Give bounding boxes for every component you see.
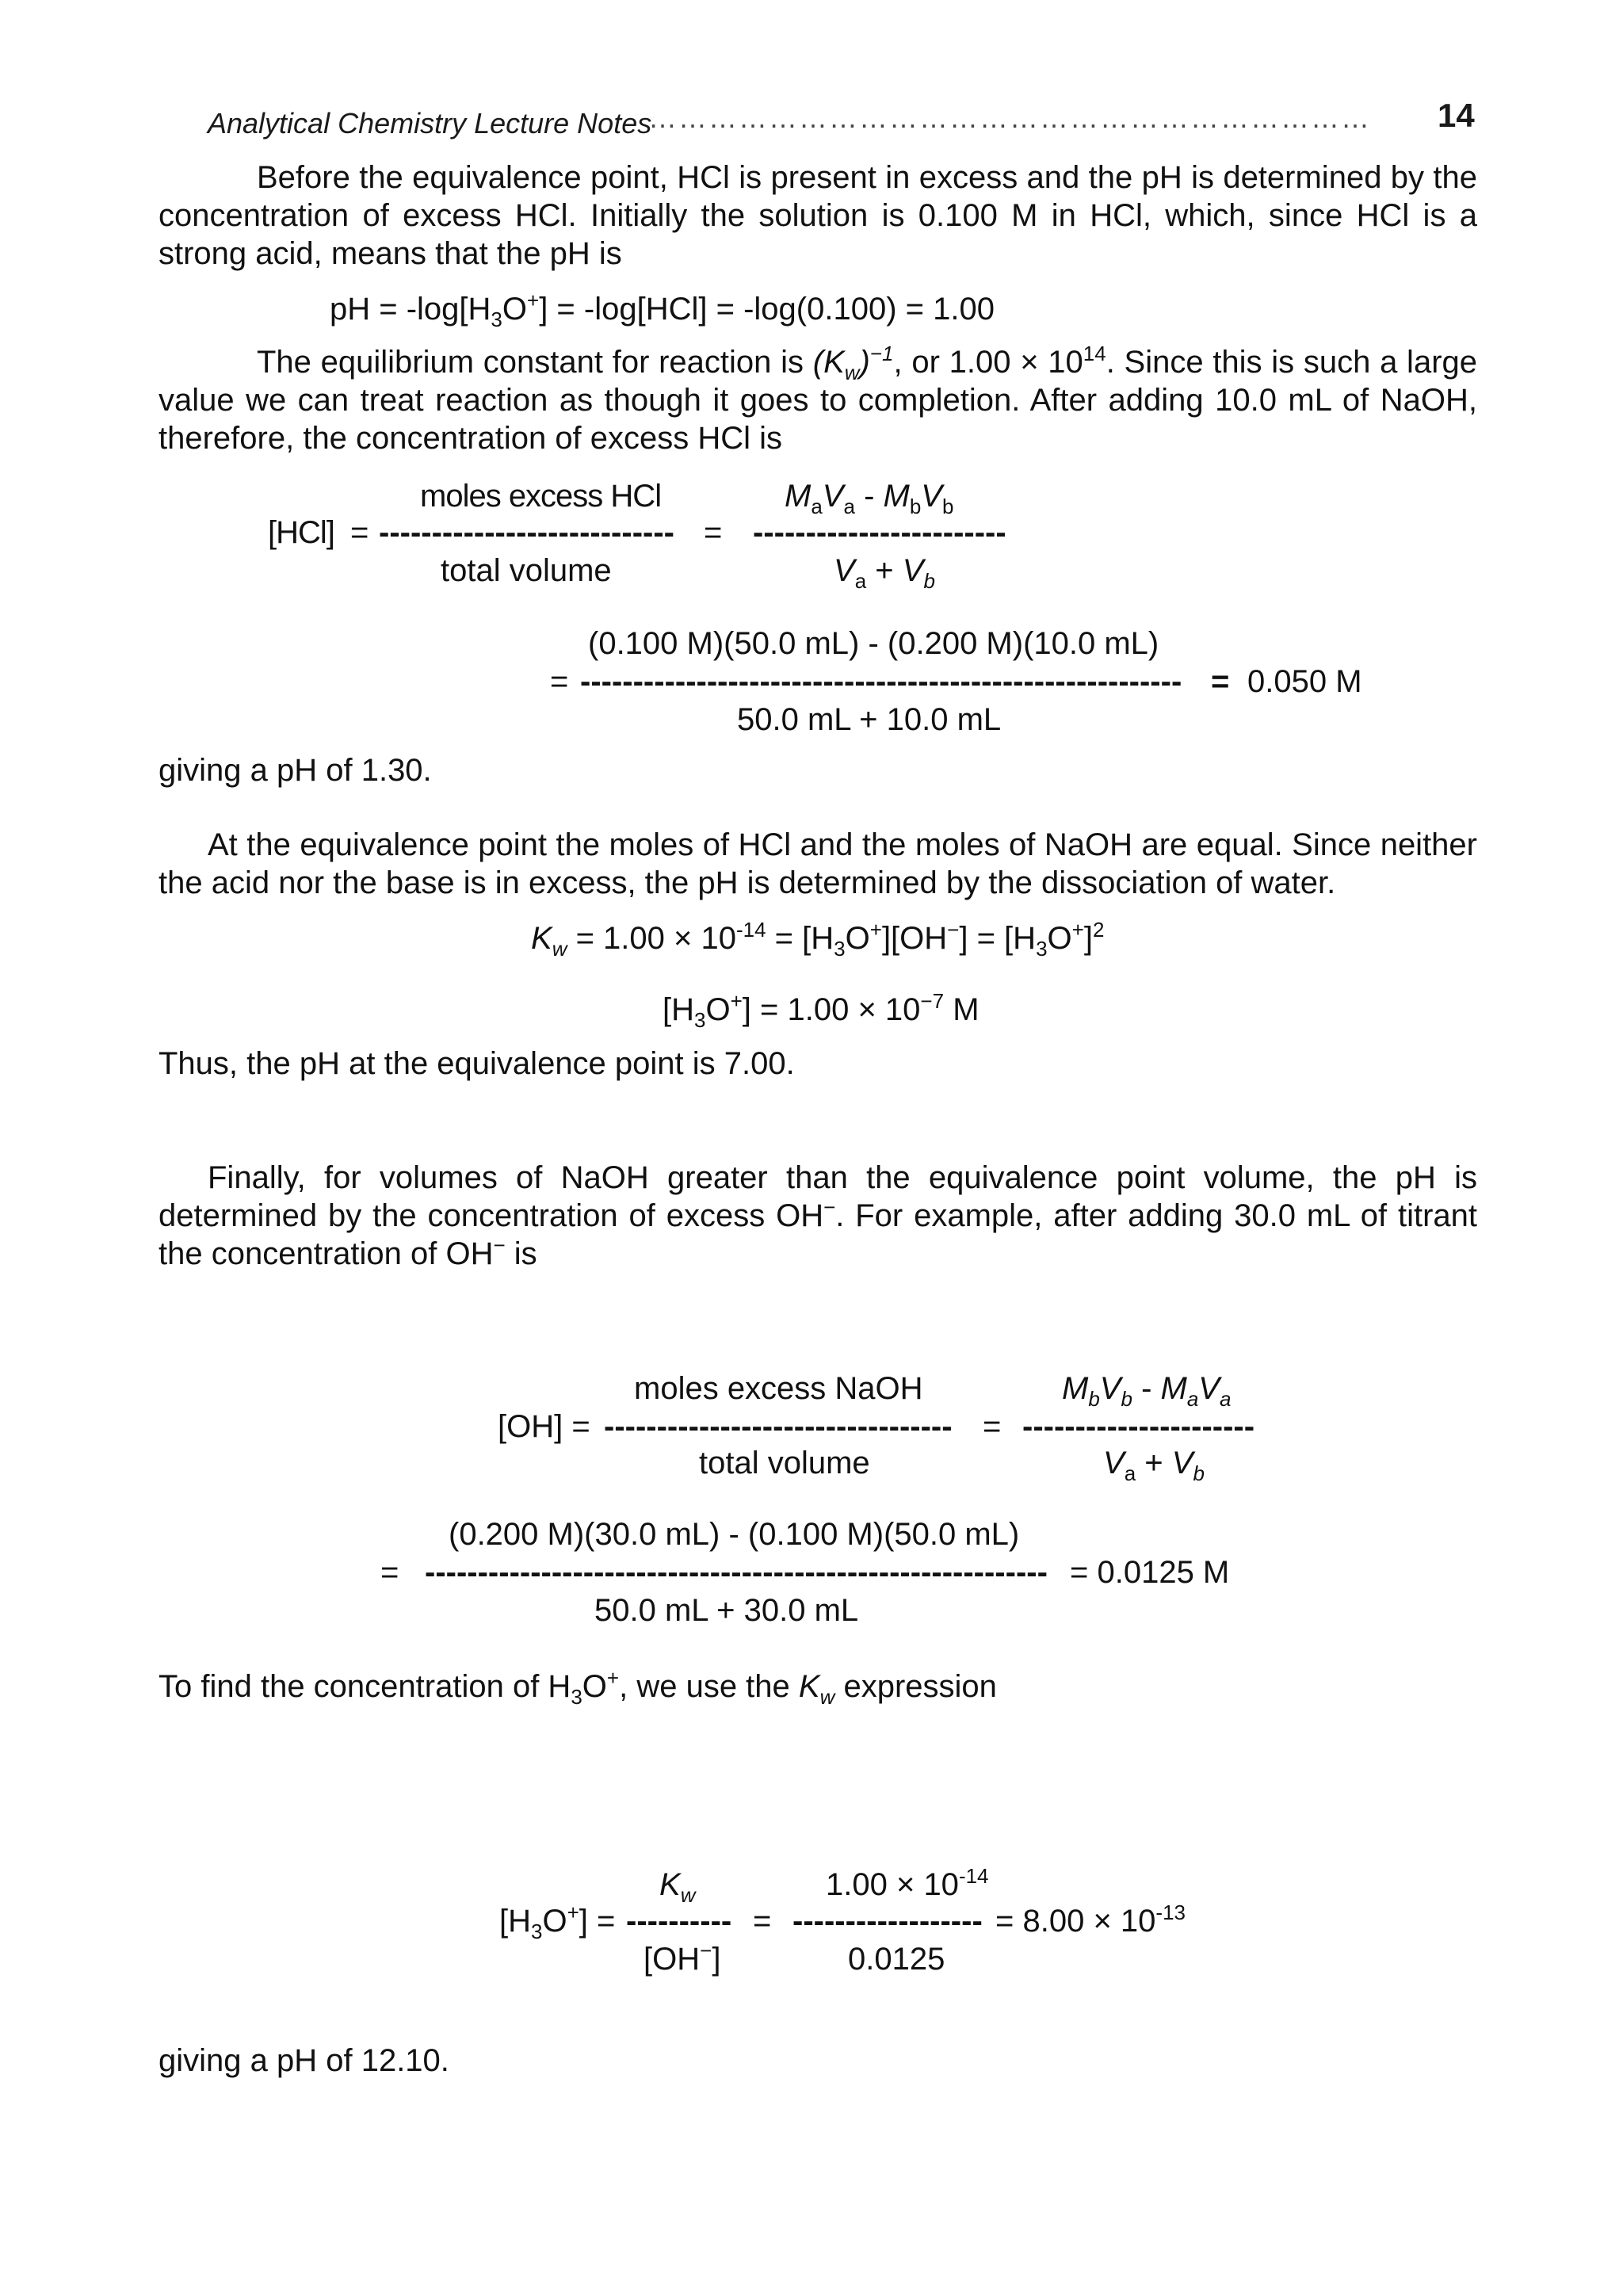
paragraph-find-h3o: To find the concentration of $H_3O^+$, we use the $K_w$ expression [158,1666,997,1709]
equals-sign: = [753,1904,772,1939]
hcl-numerator: moles excess HCl [420,479,662,514]
hcl-calc-numerator: (0.100 M)(50.0 mL) - (0.200 M)(10.0 mL) [588,626,1159,661]
paragraph-ph-equivalence: Thus, the pH at the equivalence point is 7.00. [158,1046,795,1081]
h3o-result: = $8.00 \times 10^{-13}$ [995,1901,1186,1939]
h3o-oh-denominator: [OH−] [643,1939,721,1977]
paragraph-equilibrium-constant: The equilibrium constant for reaction is $(K_w)^{-1}$, or $1.00 \times 10^{14}$. Since this is such a large value we can treat reaction as though it goes to completion. After adding 10.0 mL of NaOH, therefore, the concentration of excess HCl is [158,342,1478,456]
fraction-bar: --------------------------------- [604,1409,953,1444]
hcl-lhs: [HCl] [268,515,334,550]
fraction-bar: ---------------------------- [379,515,674,550]
equation-initial-ph: pH = $-\log[H_3O^+] = -\log[HCl] = -\log(0.100) = 1.00$ [330,288,995,331]
paragraph-ph-result-1: giving a pH of 1.30. [158,753,432,788]
h3o-value-numerator: $1.00 \times 10^{-14}$ [826,1864,989,1902]
equals-sign: = [983,1409,1002,1444]
equals-sign: = [380,1555,399,1590]
oh-calc-denominator: 50.0 mL + 30.0 mL [594,1593,859,1628]
fraction-bar: ---------------------- [1022,1409,1255,1444]
oh-numerator: moles excess NaOH [634,1371,923,1406]
oh-calc-numerator: (0.200 M)(30.0 mL) - (0.100 M)(50.0 mL) [449,1517,1020,1552]
page-number: 14 [1438,97,1475,134]
equals-sign: = [704,515,723,550]
paragraph-excess-base: Finally, for volumes of NaOH greater than the equivalence point volume, the pH is determined by the concentration of excess OH−. For example, after adding 30.0 mL of titrant the concentration of OH− is [158,1160,1478,1271]
paragraph-ph-result-2: giving a pH of 12.10. [158,2043,449,2078]
equation-h3o-neutral: $[H_3O^+] = 1.00 \times 10^{-7}$ M [663,989,980,1032]
oh-lhs: [OH] = [498,1409,590,1444]
equation-kw: $K_w = 1.00 \times 10^{-14} = [H_3O^+][OH^-] = [H_3O^+]^2$ [531,918,1105,961]
hcl-calc-denominator: 50.0 mL + 10.0 mL [737,702,1002,737]
paragraph-before-equivalence: Before the equivalence point, HCl is present in excess and the pH is determined by the concentration of excess HCl. Initially the solution is 0.100 M in HCl, which, since HCl is a strong acid, means that the pH is [158,160,1477,271]
h3o-value-denominator: 0.0125 [848,1942,945,1977]
fraction-bar: --------------------------------------------------------- [580,664,1182,699]
fraction-bar: ----------------------------------------------------------- [425,1555,1048,1590]
hcl-formula-numerator: $M_aV_a - M_bV_b$ [785,479,954,518]
fraction-bar: ------------------ [792,1904,983,1939]
oh-denominator: total volume [699,1446,870,1480]
fraction-bar: ------------------------ [753,515,1006,550]
running-title: Analytical Chemistry Lecture Notes [208,107,652,139]
hcl-result: 0.050 M [1247,664,1362,699]
equals-sign: = [350,515,369,550]
equals-sign: = [1211,664,1230,699]
h3o-kw-numerator: $K_w$ [659,1867,696,1907]
fraction-bar: ---------- [626,1904,732,1939]
header-dot-leader: ……………………………………………………………… [648,101,1371,134]
h3o-lhs: $[H_3O^+]$ = [499,1901,616,1943]
equals-sign: = [550,664,569,699]
hcl-formula-denominator: $V_a + V_b$ [834,553,935,593]
oh-formula-denominator: $V_a + V_b$ [1103,1446,1205,1485]
oh-formula-numerator: $M_bV_b - M_aV_a$ [1062,1371,1232,1411]
hcl-denominator: total volume [441,553,612,588]
oh-result: = 0.0125 M [1070,1555,1230,1590]
paragraph-equivalence-point: At the equivalence point the moles of HCl and the moles of NaOH are equal. Since neither the acid nor the base is in excess, the pH is determined by the dissociation of water. [158,827,1477,900]
